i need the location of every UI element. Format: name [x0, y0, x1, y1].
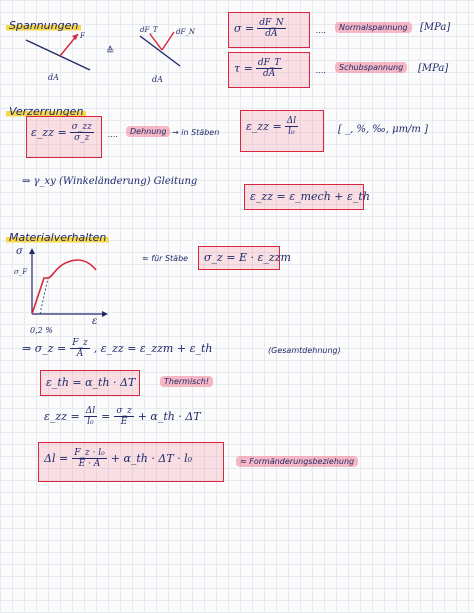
stress-and-strain-line: ⇒ σ_z = $\frac{F\_z}{A}$ , ε_zz = ε_zzm + ε_th — [22, 338, 213, 360]
section-title-spannungen: Spannungen — [6, 14, 81, 33]
label-f: F — [80, 32, 85, 40]
label-dfn: dF_N — [176, 28, 195, 36]
label-da-2: dA — [152, 75, 163, 84]
section-title-verzerrungen: Verzerrungen — [6, 100, 86, 119]
cut-plane-line-2 — [140, 36, 180, 66]
strain-units: [ _, %, ‰, μm/m ] — [338, 124, 428, 135]
tau-dots: .... — [316, 66, 327, 75]
strain-dots: .... — [108, 130, 119, 139]
label-dft: dF_T — [140, 26, 158, 34]
hooke-note: ≈ für Stäbe — [142, 254, 189, 263]
yield-offset-label: 0,2 % — [30, 326, 53, 335]
equivalence-symbol: ≙ — [106, 46, 115, 57]
stress-diagram — [20, 22, 200, 92]
label-da: dA — [48, 73, 59, 82]
thermal-strain: ε_th = α_th · ΔT — [46, 376, 136, 389]
tau-label: Schubspannung — [335, 62, 407, 73]
strain-definition: ε_zz = $\frac{\sigma\_zz}{\sigma\_z}$ — [31, 122, 92, 144]
stress-strain-diagram — [12, 244, 112, 324]
normal-arrow — [162, 32, 174, 50]
sigma-label: Normalspannung — [335, 22, 412, 33]
tau-definition: τ = $\frac{dF\_T}{dA}$ — [234, 58, 281, 80]
strain-relation: ε_zz = $\frac{\Delta l}{\text{l₀}}$ = $\frac{\sigma\_z}{E}$ + α_th · ΔT — [44, 406, 201, 428]
cut-plane-line — [26, 40, 90, 70]
yield-stress-label: σ_F — [14, 268, 28, 276]
sigma-axis-label: σ — [16, 246, 23, 257]
thermal-note: Thermisch! — [160, 376, 213, 387]
offset-line — [40, 278, 48, 314]
epsilon-axis-label: ε — [92, 316, 98, 324]
sigma-unit: [MPa] — [420, 22, 451, 33]
strain-sum: ε_zz = ε_mech + ε_th — [250, 190, 370, 203]
total-strain-note: (Gesamtdehnung) — [268, 346, 341, 355]
tau-unit: [MPa] — [418, 63, 449, 74]
strain-rod: ε_zz = $\frac{\Delta l}{\text{l₀}}$ — [246, 116, 297, 138]
sigma-definition: σ = $\frac{dF\_N}{dA}$ — [234, 18, 284, 40]
section-title-materialverhalten: Materialverhalten — [6, 226, 109, 245]
hooke-law: σ_z = E · ε_zzm — [204, 251, 291, 264]
strain-arrow-note: → in Stäben — [172, 128, 220, 137]
sigma-dots: .... — [316, 26, 327, 35]
deformation-relation: Δl = $\frac{\text{F\_z · l₀}}{E \cdot A}$ + α_th · ΔT · l₀ — [44, 448, 193, 470]
shear-strain-line: ⇒ γ_xy (Winkeländerung) Gleitung — [22, 176, 198, 187]
deformation-note: ≈ Formänderungsbeziehung — [236, 456, 358, 467]
strain-label: Dehnung — [126, 126, 170, 137]
